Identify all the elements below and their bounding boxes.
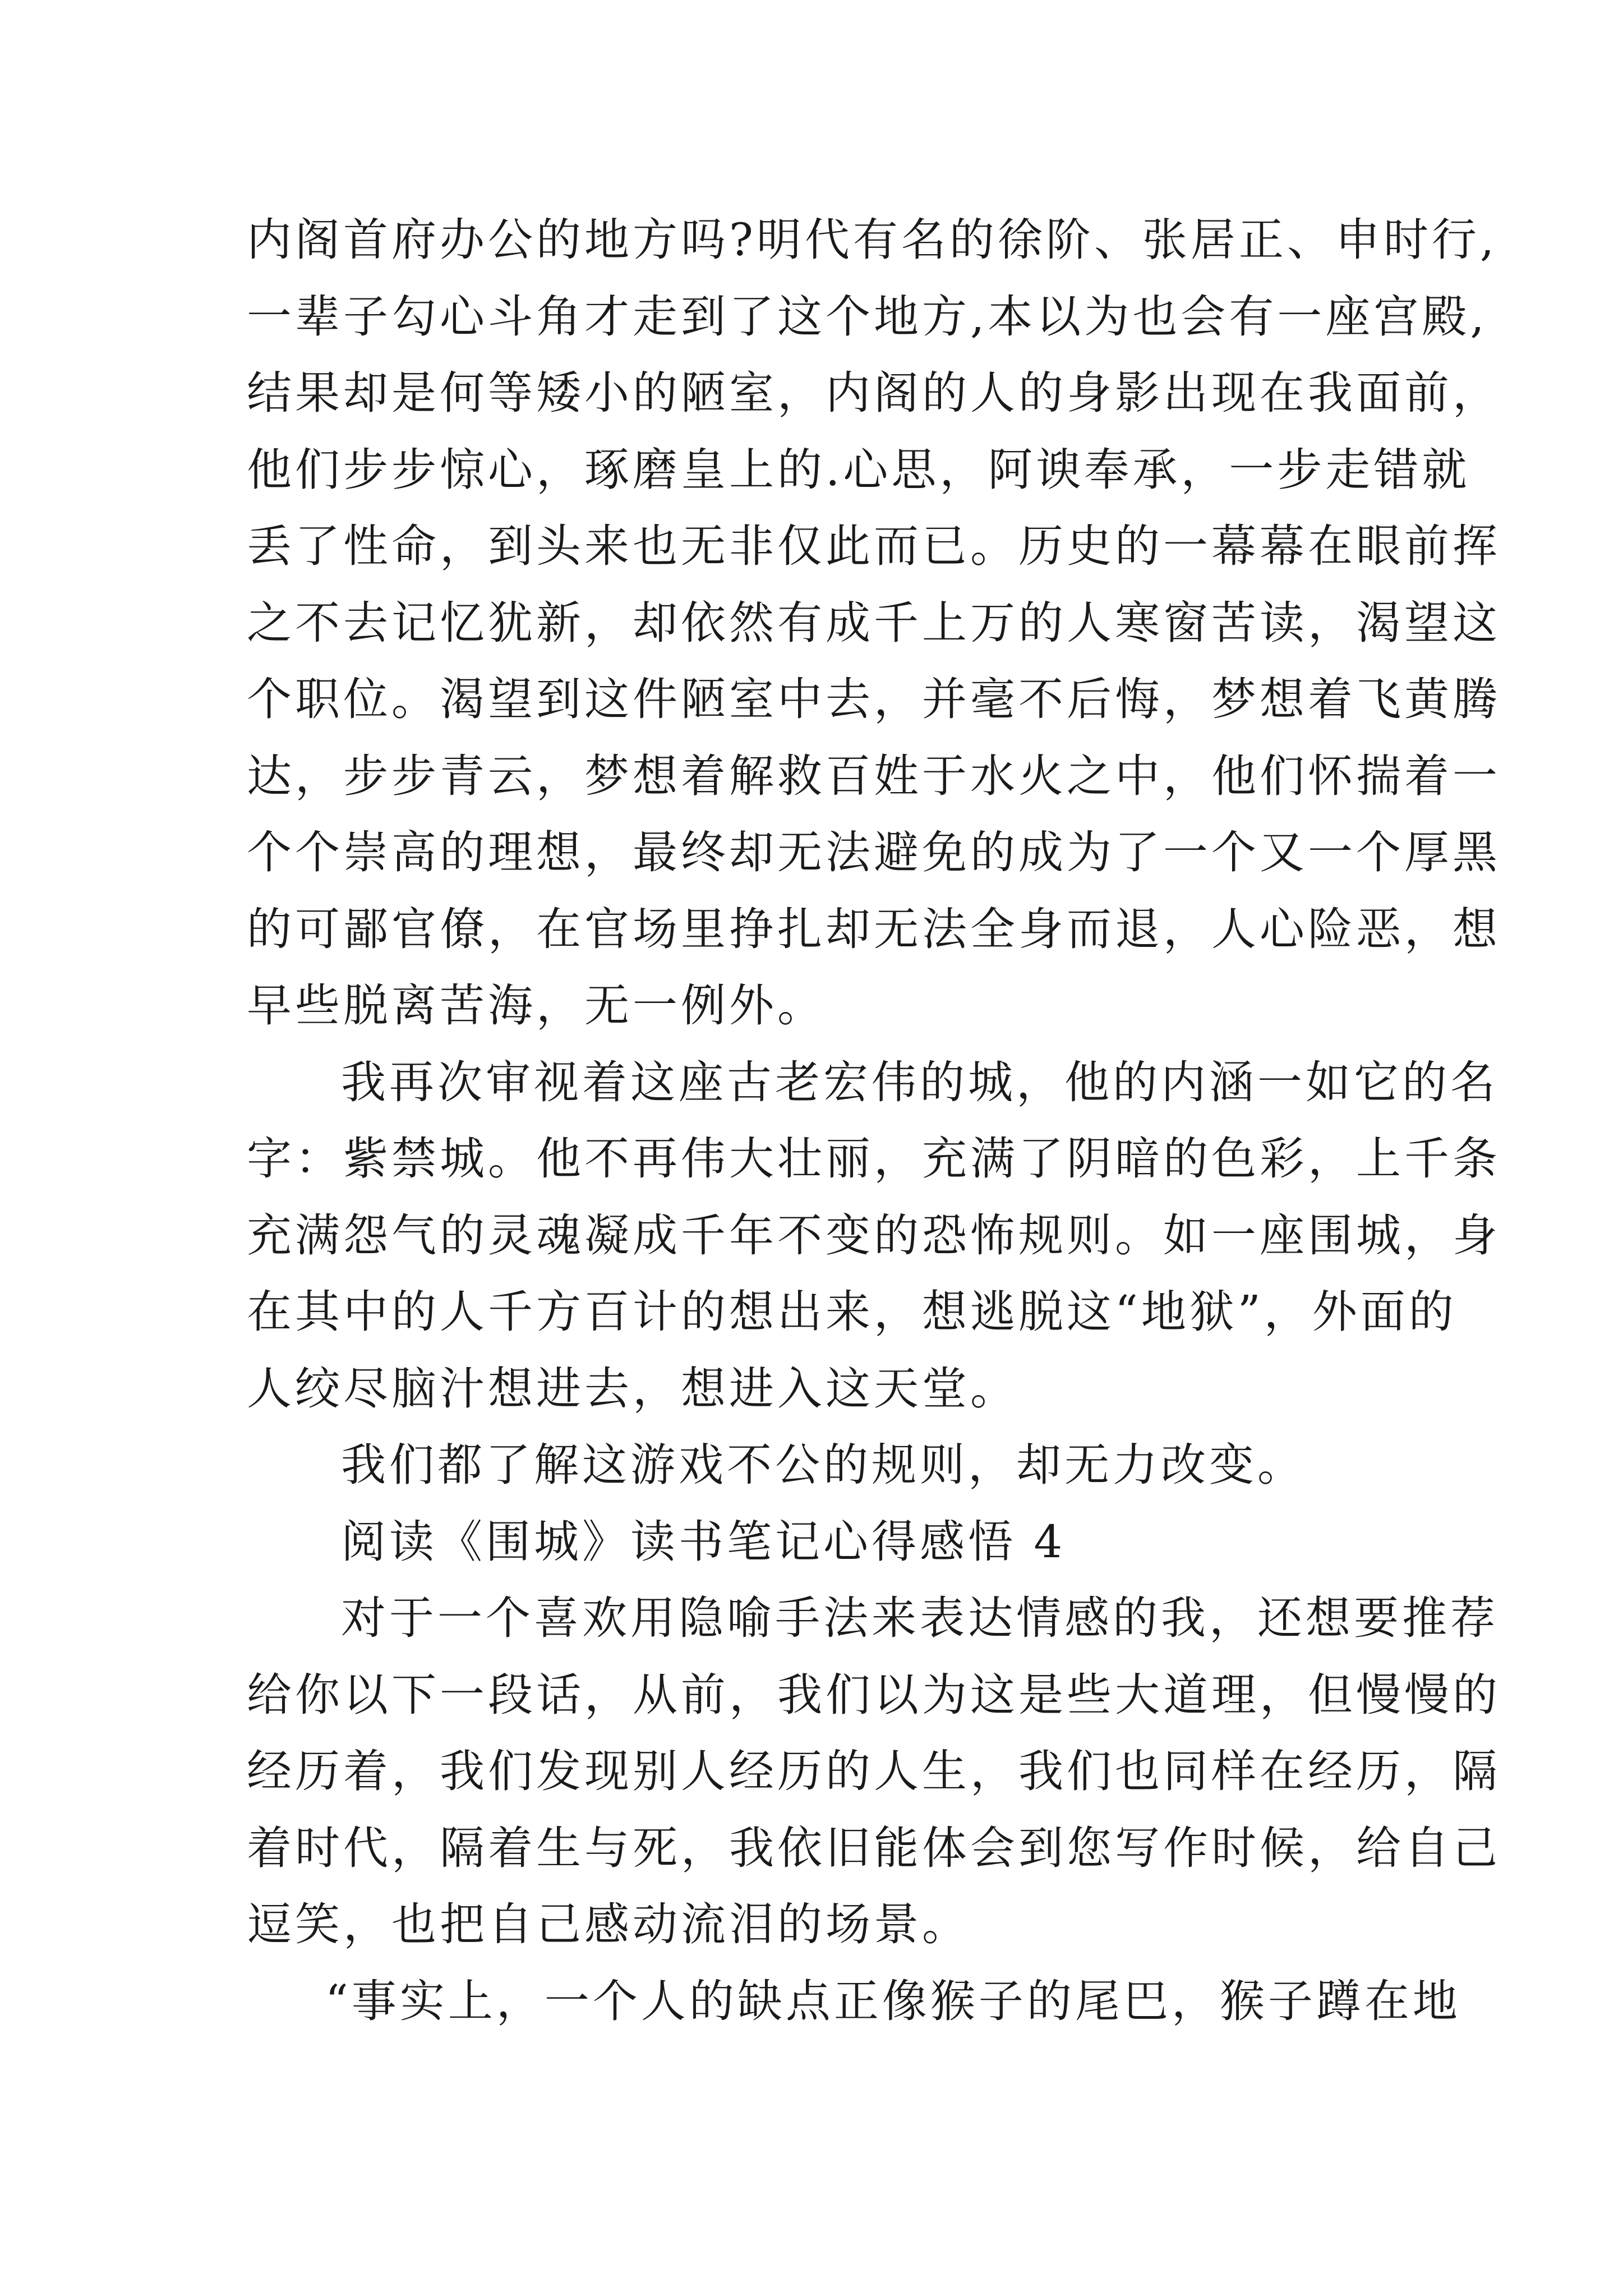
text-line: 给你以下一段话，从前，我们以为这是些大道理，但慢慢的 — [247, 1668, 1501, 1721]
text-line: 经历着，我们发现别人经历的人生，我们也同样在经历，隔 — [247, 1745, 1501, 1797]
text-line: 个职位。渴望到这件陋室中去，并毫不后悔，梦想着飞黄腾 — [247, 673, 1501, 725]
body-text — [247, 202, 1501, 2040]
text-line: 的可鄙官僚，在官场里挣扎却无法全身而退，人心险恶，想 — [247, 903, 1501, 955]
text-line: 着时代，隔着生与死，我依旧能体会到您写作时候，给自己 — [247, 1821, 1501, 1874]
paragraph-start-line: “事实上，一个人的缺点正像猴子的尾巴，猴子蹲在地 — [325, 1975, 1461, 2027]
section-heading: 阅读《围城》读书笔记心得感悟 4 — [341, 1515, 1066, 1568]
text-line: 之不去记忆犹新，却依然有成千上万的人寒窗苦读，渴望这 — [247, 596, 1501, 649]
paragraph-start-line: 对于一个喜欢用隐喻手法来表达情感的我，还想要推荐 — [341, 1592, 1498, 1644]
text-line: 早些脱离苦海，无一例外。 — [247, 979, 826, 1032]
text-line: 在其中的人千方百计的想出来，想逃脱这“地狱”，外面的 — [247, 1286, 1457, 1338]
paragraph-start-line: 我们都了解这游戏不公的规则，却无力改变。 — [341, 1439, 1306, 1491]
text-line: 他们步步惊心，琢磨皇上的.心思，阿谀奉承，一步走错就 — [247, 443, 1470, 496]
paragraph-start-line: 我再次审视着这座古老宏伟的城，他的内涵一如它的名 — [341, 1056, 1498, 1108]
text-line: 一辈子勾心斗角才走到了这个地方,本以为也会有一座宫殿, — [247, 290, 1488, 343]
text-line: 逗笑，也把自己感动流泪的场景。 — [247, 1898, 970, 1950]
text-line: 结果却是何等矮小的陋室，内阁的人的身影出现在我面前， — [247, 367, 1501, 419]
text-line: 充满怨气的灵魂凝成千年不变的恐怖规则。如一座围城，身 — [247, 1209, 1501, 1262]
text-line: 内阁首府办公的地方吗?明代有名的徐阶、张居正、申时行, — [247, 214, 1498, 266]
text-line: 丢了性命，到头来也无非仅此而已。历史的一幕幕在眼前挥 — [247, 520, 1501, 572]
text-line: 个个崇高的理想，最终却无法避免的成为了一个又一个厚黑 — [247, 826, 1501, 878]
text-line: 字：紫禁城。他不再伟大壮丽，充满了阴暗的色彩，上千条 — [247, 1133, 1501, 1185]
text-line: 达，步步青云，梦想着解救百姓于水火之中，他们怀揣着一 — [247, 749, 1501, 802]
text-line: 人绞尽脑汁想进去，想进入这天堂。 — [247, 1362, 1018, 1415]
